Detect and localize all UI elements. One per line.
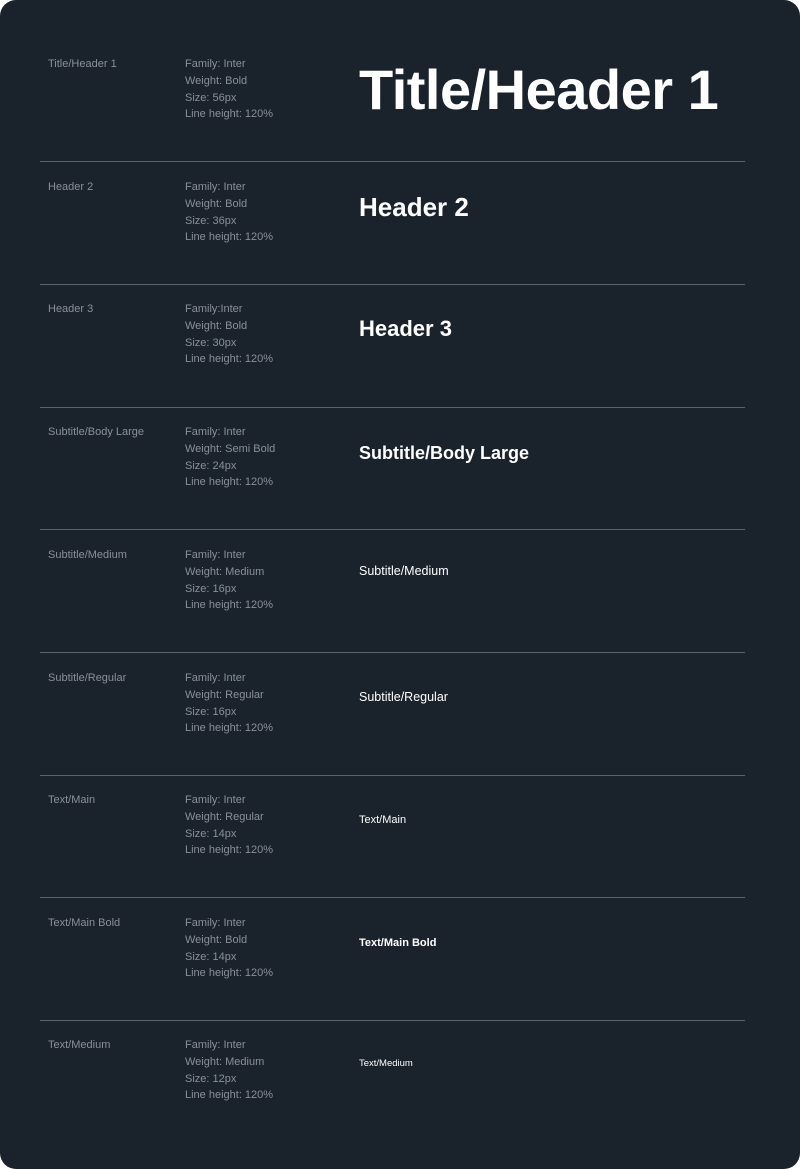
spec-weight: Weight: Semi Bold xyxy=(185,442,276,455)
type-row-subtitle-medium xyxy=(40,547,745,669)
style-name: Header 2 xyxy=(48,181,94,193)
spec-line-height: Line height: 120% xyxy=(185,353,274,366)
spec-line-height: Line height: 120% xyxy=(185,722,274,735)
spec-weight: Weight: Medium xyxy=(185,1055,265,1068)
style-name: Subtitle/Medium xyxy=(48,549,127,561)
style-sample: Text/Main xyxy=(359,814,407,826)
spec-weight: Weight: Regular xyxy=(185,688,264,701)
style-specs xyxy=(185,56,345,123)
style-name: Text/Main xyxy=(48,794,96,806)
spec-line-height: Line height: 120% xyxy=(185,476,274,489)
type-row-header-3 xyxy=(40,301,745,423)
spec-weight: Weight: Regular xyxy=(185,810,264,823)
spec-weight: Weight: Bold xyxy=(185,74,248,87)
spec-line-height: Line height: 120% xyxy=(185,599,274,612)
type-row-subtitle-body-large xyxy=(40,424,745,546)
row-divider xyxy=(40,529,745,530)
row-divider xyxy=(40,284,745,285)
spec-family: Family: Inter xyxy=(185,549,246,561)
style-sample: Header 3 xyxy=(359,316,452,341)
spec-family: Family: Inter xyxy=(185,181,246,193)
spec-size: Size: 14px xyxy=(185,950,237,963)
spec-family: Family: Inter xyxy=(185,426,246,438)
type-row-text-main-bold xyxy=(40,915,745,1037)
style-name: Title/Header 1 xyxy=(48,58,117,70)
style-specs xyxy=(185,301,345,368)
style-name: Text/Main Bold xyxy=(48,917,121,929)
style-name: Header 3 xyxy=(48,303,94,315)
spec-weight: Weight: Bold xyxy=(185,197,248,210)
type-row-text-main xyxy=(40,792,745,914)
row-divider xyxy=(40,1020,745,1021)
style-name: Subtitle/Body Large xyxy=(48,426,145,438)
style-sample: Subtitle/Body Large xyxy=(359,443,530,463)
style-specs xyxy=(185,179,345,246)
style-specs xyxy=(185,424,345,491)
spec-size: Size: 16px xyxy=(185,705,237,718)
row-divider xyxy=(40,775,745,776)
spec-size: Size: 56px xyxy=(185,91,237,104)
style-specs xyxy=(185,1037,345,1104)
spec-weight: Weight: Medium xyxy=(185,565,265,578)
style-specs xyxy=(185,915,345,982)
style-sample: Title/Header 1 xyxy=(359,58,719,121)
spec-size: Size: 24px xyxy=(185,459,237,472)
type-row-text-medium xyxy=(40,1037,745,1159)
type-row-header-2 xyxy=(40,179,745,301)
style-sample: Header 2 xyxy=(359,192,469,222)
row-divider xyxy=(40,897,745,898)
style-specs xyxy=(185,670,345,737)
spec-size: Size: 14px xyxy=(185,827,237,840)
style-specs xyxy=(185,792,345,859)
spec-family: Family: Inter xyxy=(185,58,246,70)
row-divider xyxy=(40,407,745,408)
type-row-subtitle-regular xyxy=(40,670,745,792)
spec-family: Family:Inter xyxy=(185,303,243,315)
style-name: Text/Medium xyxy=(48,1039,111,1051)
spec-family: Family: Inter xyxy=(185,672,246,684)
spec-line-height: Line height: 120% xyxy=(185,108,274,121)
spec-family: Family: Inter xyxy=(185,917,246,929)
spec-weight: Weight: Bold xyxy=(185,319,248,332)
style-name: Subtitle/Regular xyxy=(48,672,127,684)
spec-line-height: Line height: 120% xyxy=(185,231,274,244)
style-sample: Subtitle/Medium xyxy=(359,564,449,578)
spec-line-height: Line height: 120% xyxy=(185,967,274,980)
spec-family: Family: Inter xyxy=(185,794,246,806)
type-row-title-header-1 xyxy=(40,56,745,178)
spec-family: Family: Inter xyxy=(185,1039,246,1051)
style-sample: Text/Main Bold xyxy=(359,937,437,949)
row-divider xyxy=(40,161,745,162)
spec-weight: Weight: Bold xyxy=(185,933,248,946)
style-sample: Text/Medium xyxy=(359,1058,413,1069)
spec-line-height: Line height: 120% xyxy=(185,844,274,857)
row-divider xyxy=(40,652,745,653)
spec-size: Size: 12px xyxy=(185,1072,237,1085)
spec-size: Size: 16px xyxy=(185,582,237,595)
spec-line-height: Line height: 120% xyxy=(185,1089,274,1102)
style-sample: Subtitle/Regular xyxy=(359,690,448,704)
style-specs xyxy=(185,547,345,614)
spec-size: Size: 30px xyxy=(185,336,237,349)
spec-size: Size: 36px xyxy=(185,214,237,227)
